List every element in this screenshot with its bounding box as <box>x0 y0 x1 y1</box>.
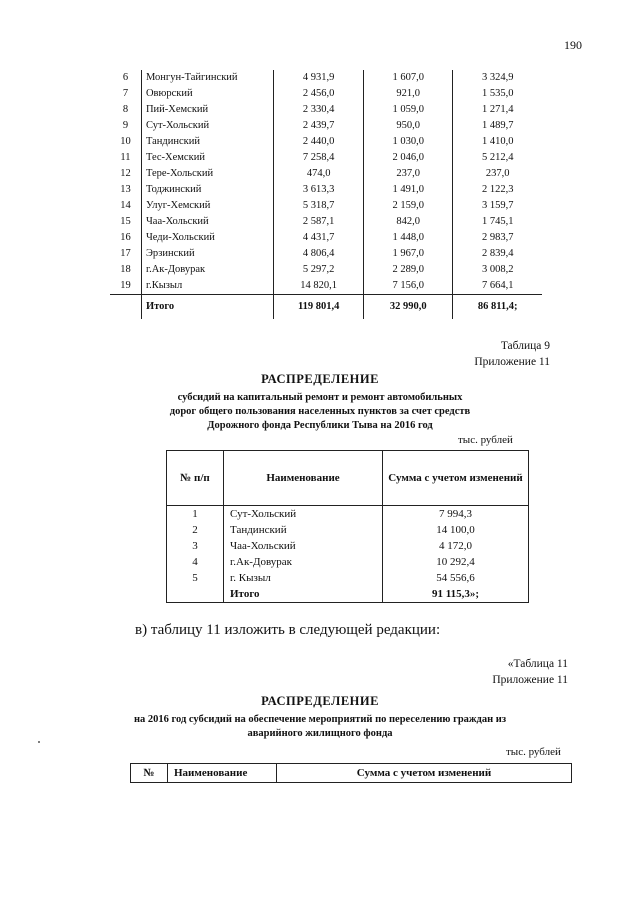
row-value: 2 122,3 <box>453 182 542 198</box>
table-row <box>110 262 542 278</box>
row-sum: 4 172,0 <box>383 538 529 554</box>
row-name: Эрзинский <box>141 246 273 262</box>
heading-title: РАСПРЕДЕЛЕНИЕ <box>261 372 379 386</box>
table-row <box>167 570 529 586</box>
row-sum: 10 292,4 <box>383 554 529 570</box>
row-value: 2 983,7 <box>453 230 542 246</box>
row-sum: 91 115,3»; <box>383 586 529 603</box>
table-row <box>110 246 542 262</box>
row-value: 1 535,0 <box>453 86 542 102</box>
row-value: 3 008,2 <box>453 262 542 278</box>
table-row <box>167 554 529 570</box>
row-number: 3 <box>167 538 224 554</box>
row-value: 1 607,0 <box>364 70 453 86</box>
row-value: 2 587,1 <box>274 214 364 230</box>
appendix-label: Приложение 11 <box>492 674 568 686</box>
row-sum: 54 556,6 <box>383 570 529 586</box>
row-value: 5 212,4 <box>453 150 542 166</box>
table-row <box>110 182 542 198</box>
row-number: 15 <box>120 216 131 227</box>
distribution-heading-2 <box>0 694 640 741</box>
row-name: г.Ак-Довурак <box>141 262 273 278</box>
heading-line: Дорожного фонда Республики Тыва на 2016 год <box>207 420 433 431</box>
total-row <box>167 586 529 603</box>
table-row <box>110 198 542 214</box>
row-value: 474,0 <box>274 166 364 182</box>
row-value: 1 491,0 <box>364 182 453 198</box>
row-value: 2 440,0 <box>274 134 364 150</box>
row-value: 7 664,1 <box>453 278 542 295</box>
table-row <box>167 538 529 554</box>
row-name: Тоджинский <box>141 182 273 198</box>
row-number: 19 <box>120 280 131 291</box>
appendix-label: Приложение 11 <box>474 356 550 368</box>
table-row <box>167 522 529 538</box>
row-number <box>167 586 224 603</box>
table-row <box>110 230 542 246</box>
row-value: 1 967,0 <box>364 246 453 262</box>
heading-title: РАСПРЕДЕЛЕНИЕ <box>261 694 379 708</box>
row-name: г. Кызыл <box>224 570 383 586</box>
row-number: 14 <box>120 200 131 211</box>
table-number-label: Таблица 9 <box>500 340 550 352</box>
heading-subtitle <box>0 391 640 433</box>
row-value: 2 159,0 <box>364 198 453 214</box>
table-row <box>110 278 542 295</box>
row-name: г.Ак-Довурак <box>224 554 383 570</box>
table9-caption <box>474 338 550 370</box>
units-label: тыс. рублей <box>458 434 513 446</box>
row-name: Улуг-Хемский <box>141 198 273 214</box>
districts-table <box>110 70 542 319</box>
col-header-name: Наименование <box>224 451 383 506</box>
table-row <box>167 506 529 523</box>
row-number: 7 <box>122 88 129 99</box>
row-name: Тандинский <box>224 522 383 538</box>
row-name: Итого <box>224 586 383 603</box>
row-value: 1 030,0 <box>364 134 453 150</box>
row-value: 86 811,4; <box>453 295 542 320</box>
row-name: Монгун-Тайгинский <box>141 70 273 86</box>
row-value: 842,0 <box>364 214 453 230</box>
col-header-sum: Сумма с учетом изменений <box>277 764 572 783</box>
row-name: Сут-Хольский <box>141 118 273 134</box>
row-number: 13 <box>120 184 131 195</box>
row-name: Сут-Хольский <box>224 506 383 523</box>
row-number: 18 <box>120 264 131 275</box>
row-sum: 14 100,0 <box>383 522 529 538</box>
table-row <box>110 118 542 134</box>
row-name: Чаа-Хольский <box>141 214 273 230</box>
row-value: 1 059,0 <box>364 102 453 118</box>
heading-line: на 2016 год субсидий на обеспечение мероприятий по переселению граждан из <box>133 714 507 725</box>
col-header-number: № п/п <box>167 451 224 506</box>
col-header-number: № <box>131 764 168 783</box>
row-value: 3 324,9 <box>453 70 542 86</box>
row-value: 1 448,0 <box>364 230 453 246</box>
row-value: 4 806,4 <box>274 246 364 262</box>
row-value: 3 159,7 <box>453 198 542 214</box>
row-number: 17 <box>120 248 131 259</box>
row-number <box>110 295 141 320</box>
row-number: 2 <box>167 522 224 538</box>
row-value: 4 931,9 <box>274 70 364 86</box>
row-name: Тере-Хольский <box>141 166 273 182</box>
row-number: 12 <box>120 168 131 179</box>
row-value: 2 330,4 <box>274 102 364 118</box>
row-value: 7 258,4 <box>274 150 364 166</box>
table11-caption <box>492 656 568 688</box>
row-number: 4 <box>167 554 224 570</box>
table-row <box>110 102 542 118</box>
row-number: 11 <box>120 152 131 163</box>
road-subsidies-table <box>166 450 529 603</box>
row-value: 7 156,0 <box>364 278 453 295</box>
row-value: 2 046,0 <box>364 150 453 166</box>
table-row <box>110 214 542 230</box>
row-number: 1 <box>167 506 224 523</box>
row-name: г.Кызыл <box>141 278 273 295</box>
table-row <box>110 150 542 166</box>
col-header-sum: Сумма с учетом изменений <box>383 451 529 506</box>
row-value: 237,0 <box>453 166 542 182</box>
heading-line: субсидий на капитальный ремонт и ремонт автомобильных <box>177 392 463 403</box>
scan-speck <box>38 741 40 743</box>
row-value: 119 801,4 <box>274 295 364 320</box>
total-row <box>110 295 542 320</box>
table-row <box>110 134 542 150</box>
row-value: 2 289,0 <box>364 262 453 278</box>
row-value: 32 990,0 <box>364 295 453 320</box>
row-value: 2 839,4 <box>453 246 542 262</box>
row-value: 2 456,0 <box>274 86 364 102</box>
row-value: 1 745,1 <box>453 214 542 230</box>
row-number: 16 <box>120 232 131 243</box>
row-name: Тандинский <box>141 134 273 150</box>
row-value: 950,0 <box>364 118 453 134</box>
row-value: 3 613,3 <box>274 182 364 198</box>
row-value: 1 410,0 <box>453 134 542 150</box>
row-value: 237,0 <box>364 166 453 182</box>
heading-line: дорог общего пользования населенных пунктов за счет средств <box>169 406 471 417</box>
row-name: Тес-Хемский <box>141 150 273 166</box>
row-value: 14 820,1 <box>274 278 364 295</box>
row-value: 2 439,7 <box>274 118 364 134</box>
row-name: Чаа-Хольский <box>224 538 383 554</box>
row-number: 6 <box>122 72 129 83</box>
row-value: 1 489,7 <box>453 118 542 134</box>
row-name: Овюрский <box>141 86 273 102</box>
table-row <box>110 86 542 102</box>
instruction-text: в) таблицу 11 изложить в следующей редакции: <box>135 622 441 638</box>
row-number: 8 <box>122 104 129 115</box>
row-value: 1 271,4 <box>453 102 542 118</box>
row-value: 921,0 <box>364 86 453 102</box>
table-row <box>110 166 542 182</box>
row-sum: 7 994,3 <box>383 506 529 523</box>
units-label: тыс. рублей <box>506 746 561 758</box>
table-number-label: «Таблица 11 <box>507 658 568 670</box>
row-number: 10 <box>120 136 131 147</box>
table-row <box>110 70 542 86</box>
row-number: 5 <box>167 570 224 586</box>
heading-line: аварийного жилищного фонда <box>247 728 393 739</box>
row-value: 5 318,7 <box>274 198 364 214</box>
row-value: 4 431,7 <box>274 230 364 246</box>
heading-subtitle <box>0 713 640 741</box>
col-header-name: Наименование <box>168 764 277 783</box>
row-number: 9 <box>122 120 129 131</box>
resettlement-table <box>130 763 572 783</box>
distribution-heading-1 <box>0 372 640 433</box>
page-number: 190 <box>564 38 582 52</box>
row-value: 5 297,2 <box>274 262 364 278</box>
row-name: Пий-Хемский <box>141 102 273 118</box>
row-name: Чеди-Хольский <box>141 230 273 246</box>
row-name: Итого <box>141 295 273 320</box>
